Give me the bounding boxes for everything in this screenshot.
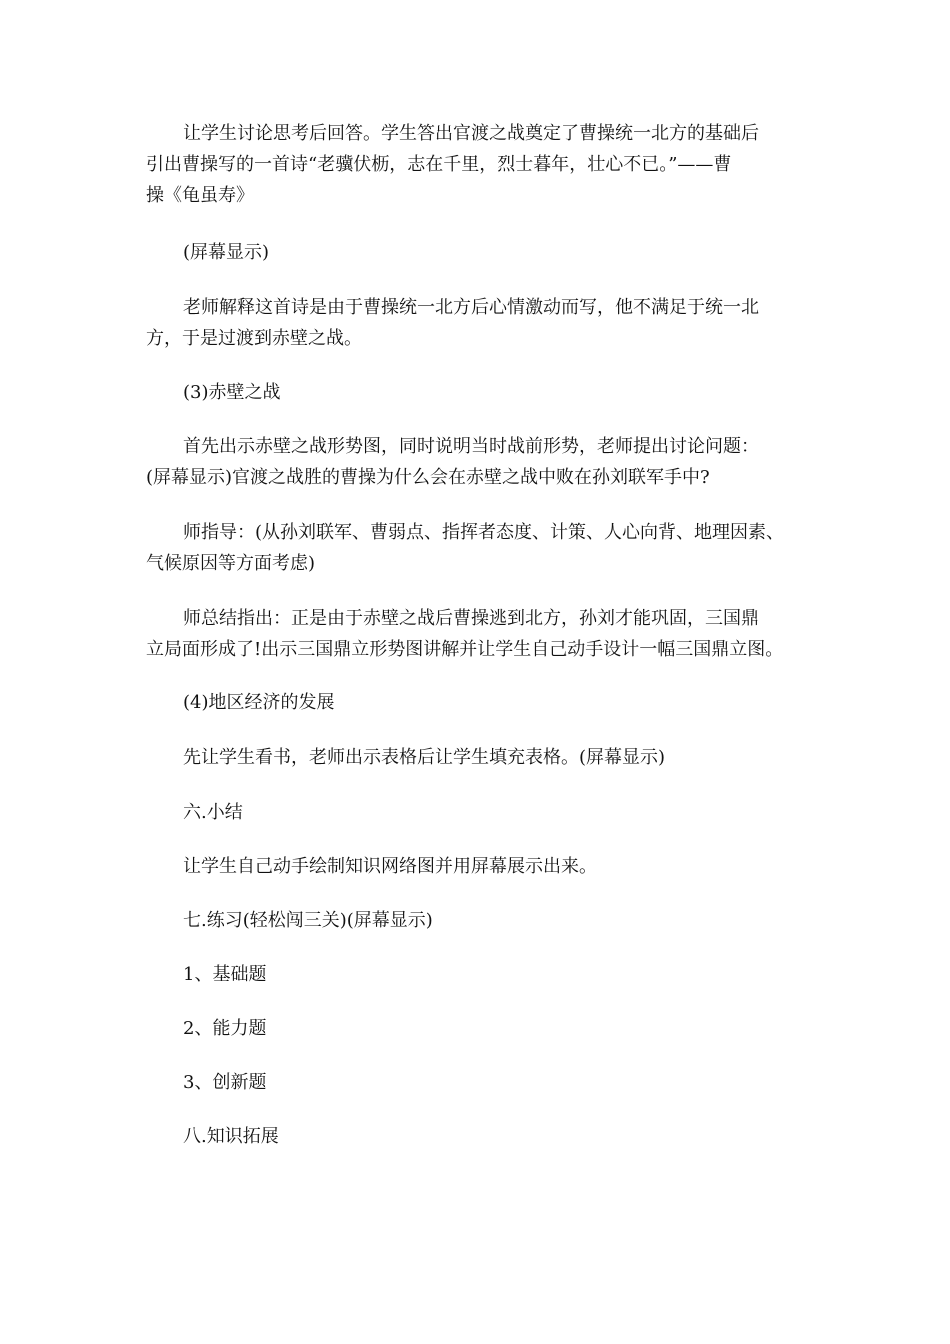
- text-line: 让学生自己动手绘制知识网络图并用屏幕展示出来。: [183, 856, 597, 877]
- paragraph-teacher-guide: [146, 517, 826, 579]
- text-line: (3)赤壁之战: [183, 382, 281, 403]
- paragraph-teacher-explain: [146, 292, 826, 354]
- text-line: 1、基础题: [183, 964, 267, 985]
- paragraph-teacher-summary: [146, 603, 826, 665]
- text-line: 师指导：(从孙刘联军、曹弱点、指挥者态度、计策、人心向背、地理因素、: [183, 522, 785, 543]
- text-line: (4)地区经济的发展: [183, 692, 335, 713]
- text-line: 2、能力题: [183, 1018, 267, 1039]
- text-line: 先让学生看书，老师出示表格后让学生填充表格。(屏幕显示): [183, 747, 666, 768]
- list-item-basic: [146, 959, 826, 990]
- list-item-ability: [146, 1013, 826, 1044]
- paragraph-chibi-question: [146, 431, 826, 493]
- text-line: 七.练习(轻松闯三关)(屏幕显示): [183, 910, 433, 931]
- text-line: (屏幕显示): [183, 242, 270, 263]
- paragraph-screen-display: [146, 237, 826, 268]
- section-heading-economy: [146, 687, 826, 718]
- section-heading-chibi: [146, 377, 826, 408]
- text-line: 3、创新题: [183, 1072, 267, 1093]
- text-line: 立局面形成了!出示三国鼎立形势图讲解并让学生自己动手设计一幅三国鼎立图。: [146, 639, 784, 660]
- paragraph-knowledge-map: [146, 851, 826, 882]
- paragraph-read-book: [146, 742, 826, 773]
- text-line: 引出曹操写的一首诗“老骥伏枥，志在千里，烈士暮年，壮心不已。”——曹: [146, 154, 732, 175]
- text-line: 操《龟虽寿》: [146, 185, 254, 206]
- text-line: 气候原因等方面考虑): [146, 553, 316, 574]
- text-line: 首先出示赤壁之战形势图，同时说明当时战前形势，老师提出讨论问题：: [183, 436, 759, 457]
- section-heading-exercise: [146, 905, 826, 936]
- paragraph-answer-guandu: [146, 118, 826, 211]
- text-line: 方，于是过渡到赤壁之战。: [146, 328, 362, 349]
- text-line: 让学生讨论思考后回答。学生答出官渡之战奠定了曹操统一北方的基础后: [183, 123, 759, 144]
- text-line: 老师解释这首诗是由于曹操统一北方后心情激动而写，他不满足于统一北: [183, 297, 759, 318]
- text-line: 八.知识拓展: [183, 1126, 279, 1147]
- text-line: 六.小结: [183, 802, 243, 823]
- text-line: (屏幕显示)官渡之战胜的曹操为什么会在赤壁之战中败在孙刘联军手中?: [146, 467, 710, 488]
- list-item-innovation: [146, 1067, 826, 1098]
- section-heading-summary: [146, 797, 826, 828]
- section-heading-extension: [146, 1121, 826, 1152]
- text-line: 师总结指出：正是由于赤壁之战后曹操逃到北方，孙刘才能巩固，三国鼎: [183, 608, 759, 629]
